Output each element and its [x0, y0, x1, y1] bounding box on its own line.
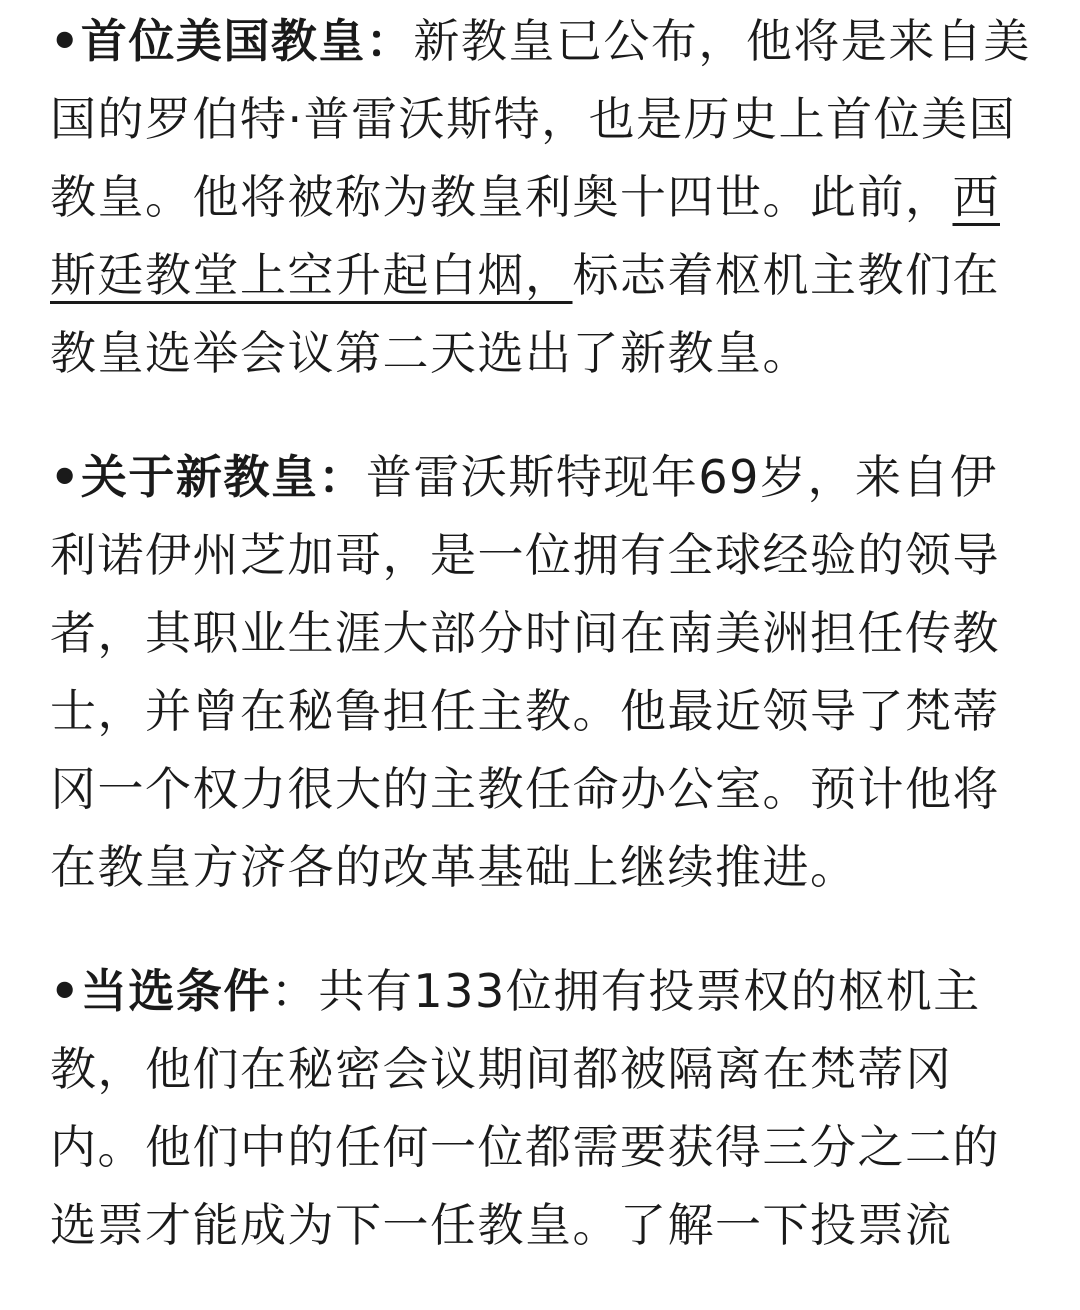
- bullet: •: [50, 14, 81, 68]
- white-smoke-link[interactable]: 西斯廷教堂上空升起白烟，: [50, 170, 1000, 302]
- paragraph-lead: 首位美国教皇：: [80, 14, 414, 68]
- paragraph-text: ：共有133位拥有投票权的枢机主教，他们在秘密会议期间都被隔离在梵蒂冈内。他们中的任何一位都需要获得三分之二的选票才能成为下一任教皇。了解一下投票流: [50, 964, 1000, 1252]
- bullet: •: [50, 964, 81, 1018]
- paragraph-about-new-pope: [50, 438, 1040, 906]
- paragraph-lead: 关于新教皇：: [80, 450, 366, 504]
- paragraph-text: 普雷沃斯特现年69岁，来自伊利诺伊州芝加哥，是一位拥有全球经验的领导者，其职业生涯大部分时间在南美洲担任传教士，并曾在秘鲁担任主教。他最近领导了梵蒂冈一个权力很大的主教任命办公室。预计他将在教皇方济各的改革基础上继续推进。: [50, 450, 1000, 894]
- paragraph-election-conditions: [50, 952, 1040, 1264]
- article-body: [50, 2, 1040, 1310]
- paragraph-text: 标志着枢机主教们在教皇选举会议第二天选出了新教皇。: [50, 248, 1000, 380]
- bullet: •: [50, 450, 81, 504]
- paragraph-lead: 当选条件: [80, 964, 271, 1018]
- paragraph-first-american-pope: [50, 2, 1040, 392]
- paragraph-text: 新教皇已公布，他将是来自美国的罗伯特·普雷沃斯特，也是历史上首位美国教皇。他将被称为教皇利奥十四世。此前，: [50, 14, 1031, 224]
